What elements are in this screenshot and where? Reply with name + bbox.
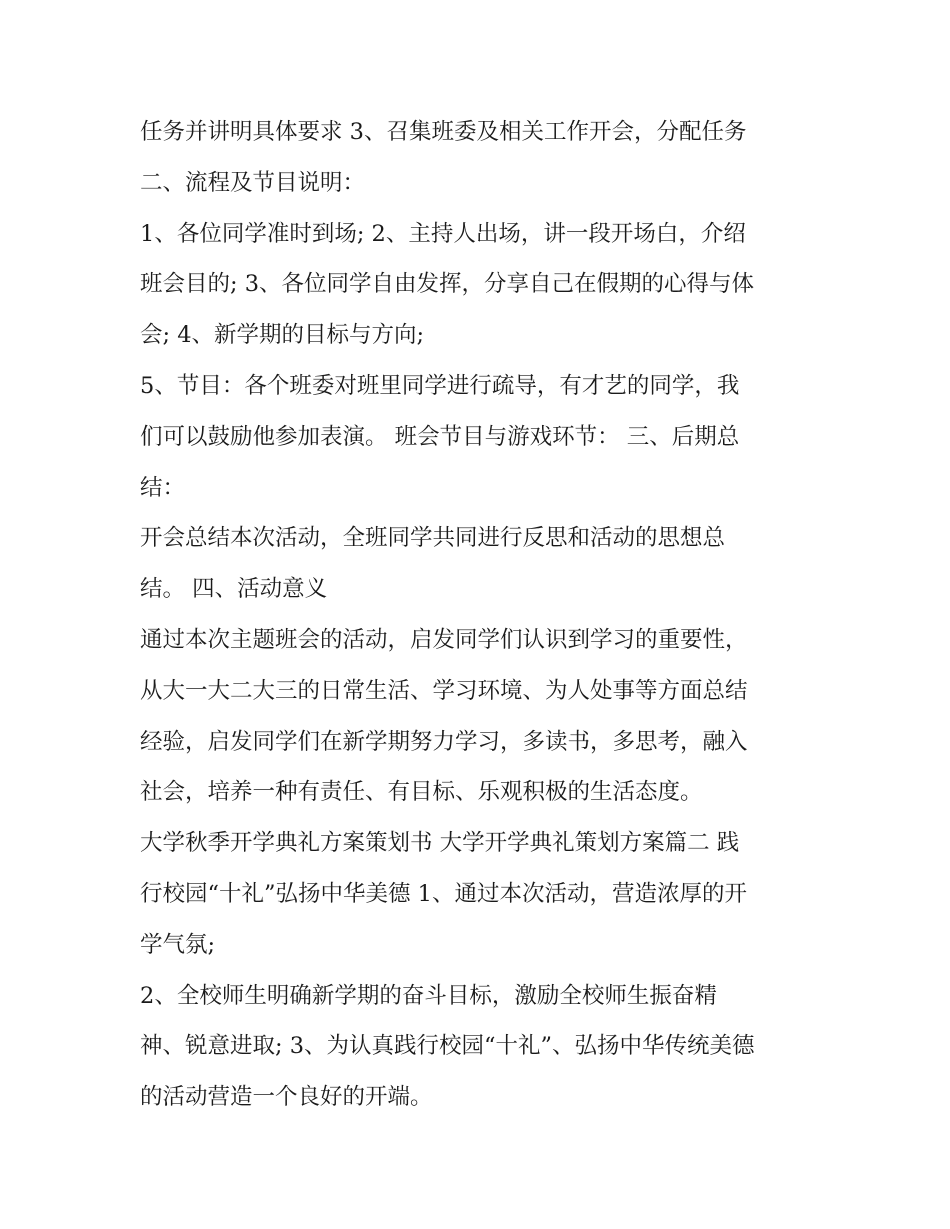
text-line: 二、流程及节目说明： <box>140 169 366 196</box>
text-line: 结。 四、活动意义 <box>140 576 328 603</box>
text-line: 2、全校师生明确新学期的奋斗目标，激励全校师生振奋精 <box>140 982 717 1009</box>
text-line: 开会总结本次活动，全班同学共同进行反思和活动的思想总 <box>140 525 726 552</box>
text-line: 通过本次主题班会的活动，启发同学们认识到学习的重要性， <box>140 626 748 653</box>
document-body <box>140 107 820 1123</box>
text-line: 结： <box>140 474 186 501</box>
text-line: 行校园“十礼”弘扬中华美德 1、通过本次活动，营造浓厚的开 <box>140 880 747 907</box>
text-line: 的活动营造一个良好的开端。 <box>140 1084 433 1111</box>
text-line: 从大一大二大三的日常生活、学习环境、为人处事等方面总结 <box>140 677 748 704</box>
text-line: 会; 4、新学期的目标与方向; <box>140 322 425 349</box>
text-line: 神、锐意进取; 3、为认真践行校园“十礼”、弘扬中华传统美德 <box>140 1033 755 1060</box>
text-line: 们可以鼓励他参加表演。 班会节目与游戏环节： 三、后期总 <box>140 423 740 450</box>
text-line: 学气氛; <box>140 931 216 958</box>
text-line: 5、节目：各个班委对班里同学进行疏导，有才艺的同学，我 <box>140 372 740 399</box>
text-line: 大学秋季开学典礼方案策划书 大学开学典礼策划方案篇二 践 <box>140 830 740 857</box>
text-line: 经验，启发同学们在新学期努力学习，多读书，多思考，融入 <box>140 728 748 755</box>
text-line: 班会目的; 3、各位同学自由发挥，分享自己在假期的心得与体 <box>140 271 755 298</box>
text-line: 任务并讲明具体要求 3、召集班委及相关工作开会，分配任务 <box>140 119 747 145</box>
text-line: 社会，培养一种有责任、有目标、乐观积极的生活态度。 <box>140 779 703 806</box>
text-line: 1、各位同学准时到场; 2、主持人出场，讲一段开场白，介绍 <box>140 220 746 247</box>
